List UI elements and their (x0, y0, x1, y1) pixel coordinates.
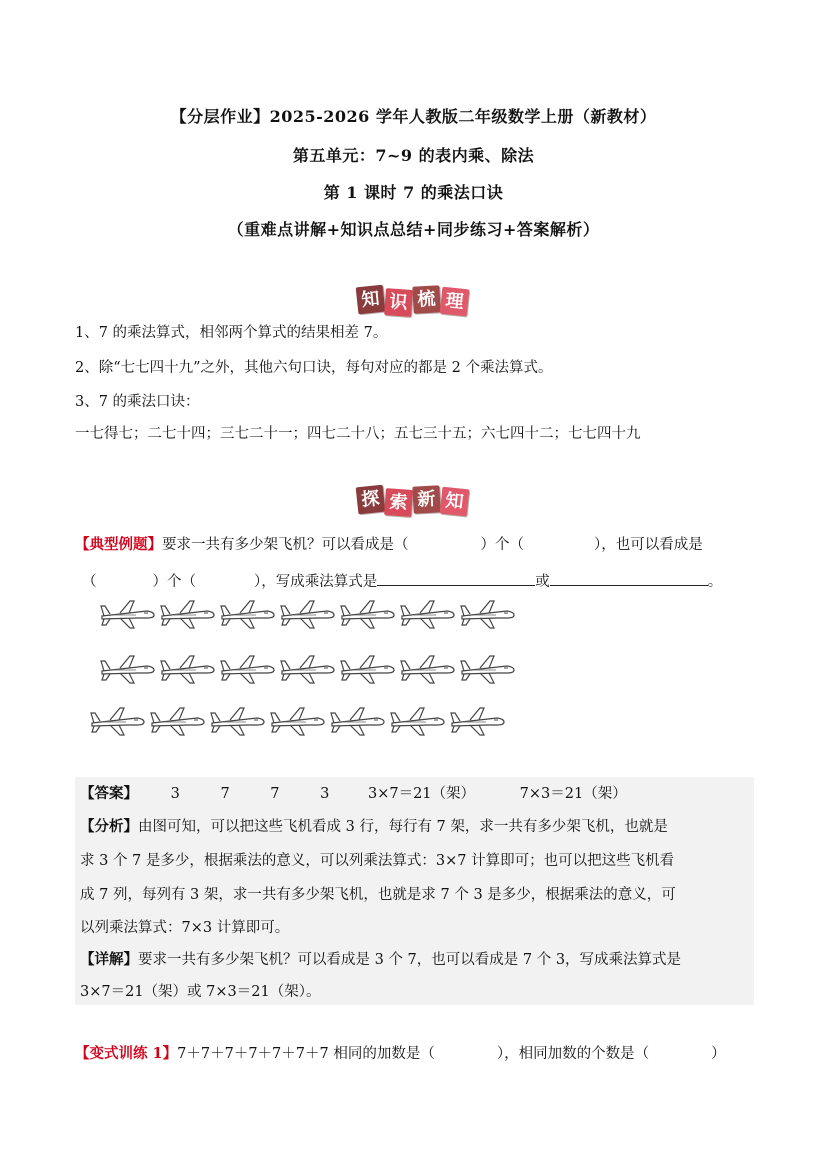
answer-line (80, 778, 627, 810)
answer-blank[interactable] (377, 569, 535, 586)
answer-tag: 【答案】 (80, 785, 138, 802)
doc-title: 【分层作业】2025-2026 学年人教版二年级数学上册（新教材） (170, 107, 657, 126)
question-text: ）个（ (480, 537, 524, 553)
badge-char: 索 (384, 488, 413, 517)
question-text: 7＋7＋7＋7＋7＋7＋7 相同的加数是（ (177, 1046, 435, 1062)
answer-value: 3 (170, 786, 180, 802)
airplane-icon (160, 598, 216, 630)
airplane-icon (390, 705, 446, 737)
analysis-line-2: 求 3 个 7 是多少，根据乘法的意义，可以列乘法算式：3×7 计算即可；也可以把这些飞机看 (80, 853, 675, 869)
example-tag: 【典型例题】 (75, 536, 162, 553)
answer-value: 3 (320, 786, 330, 802)
airplane-icon (460, 598, 516, 630)
badge-char: 新 (412, 485, 440, 513)
knowledge-point-1: 1、7 的乘法算式，相邻两个算式的结果相差 7。 (75, 325, 388, 341)
badge-char: 理 (440, 287, 470, 317)
airplane-icon (160, 653, 216, 685)
badge-char: 知 (440, 487, 470, 517)
answer-value: 3×7＝21（架） (367, 786, 476, 802)
airplane-icon (220, 598, 276, 630)
badge-char: 探 (356, 485, 386, 515)
airplane-icon (270, 705, 326, 737)
question-text: ），也可以看成是 (594, 537, 703, 553)
variant-tag: 【变式训练 1】 (75, 1045, 178, 1062)
airplane-icon (280, 598, 336, 630)
explore-new-badge (357, 486, 468, 516)
badge-char: 梳 (412, 285, 440, 313)
knowledge-point-2: 2、除“七七四十九”之外，其他六句口诀，每句对应的都是 2 个乘法算式。 (75, 360, 553, 376)
airplane-icon (340, 653, 396, 685)
airplane-icon (100, 598, 156, 630)
analysis-line-1 (80, 811, 668, 843)
unit-title: 第五单元：7~9 的表内乘、除法 (292, 146, 535, 165)
variant-question (75, 1044, 726, 1064)
example-question-line2 (82, 569, 722, 592)
question-text: 。 (707, 574, 723, 590)
airplane-icon (460, 653, 516, 685)
airplane-icon (280, 653, 336, 685)
question-text: ），相同加数的个数是（ (496, 1046, 650, 1062)
answer-value: 7×3＝21（架） (519, 786, 627, 802)
lesson-title: 第 1 课时 7 的乘法口诀 (323, 183, 504, 202)
analysis-text: 由图可知，可以把这些飞机看成 3 行，每行有 7 架，求一共有多少架飞机，也就是 (138, 819, 668, 835)
question-text: ），写成乘法算式是 (254, 574, 378, 590)
airplane-icon (340, 598, 396, 630)
airplane-icon (100, 653, 156, 685)
question-text: （ (82, 574, 97, 590)
airplane-icon (400, 653, 456, 685)
multiplication-rhyme: 一七得七；二七十四；三七二十一；四七二十八；五七三十五；六七四十二；七七四十九 (75, 426, 641, 442)
knowledge-point-3: 3、7 的乘法口诀： (75, 394, 200, 410)
detail-line-1 (80, 944, 681, 976)
answer-value: 7 (220, 786, 230, 802)
badge-char: 识 (384, 288, 413, 317)
knowledge-summary-badge (357, 286, 468, 316)
detail-text: 要求一共有多少架飞机？可以看成是 3 个 7，也可以看成是 7 个 3，写成乘法算式是 (138, 952, 682, 968)
subtitle: （重难点讲解+知识点总结+同步练习+答案解析） (227, 220, 600, 239)
analysis-tag: 【分析】 (80, 818, 138, 835)
detail-tag: 【详解】 (80, 951, 138, 968)
answer-blank[interactable] (550, 569, 708, 586)
airplane-icon (400, 598, 456, 630)
question-text: 或 (535, 574, 550, 590)
airplane-icon (450, 705, 506, 737)
airplane-icon (330, 705, 386, 737)
airplane-icon (90, 705, 146, 737)
answer-value: 7 (270, 786, 280, 802)
detail-line-2: 3×7＝21（架）或 7×3＝21（架）。 (80, 984, 321, 1000)
question-text: ）个（ (152, 574, 196, 590)
airplane-icon (150, 705, 206, 737)
example-question-line1 (75, 535, 703, 555)
analysis-line-4: 以列乘法算式：7×3 计算即可。 (80, 920, 290, 936)
airplane-icon (220, 653, 276, 685)
airplane-icon (210, 705, 266, 737)
question-text: ） (711, 1046, 726, 1062)
badge-char: 知 (356, 285, 386, 315)
question-text: 要求一共有多少架飞机？可以看成是（ (162, 537, 409, 553)
analysis-line-3: 成 7 列，每列有 3 架，求一共有多少架飞机，也就是求 7 个 3 是多少，根据乘法的意义，可 (80, 887, 676, 903)
airplanes-figure (90, 595, 530, 745)
